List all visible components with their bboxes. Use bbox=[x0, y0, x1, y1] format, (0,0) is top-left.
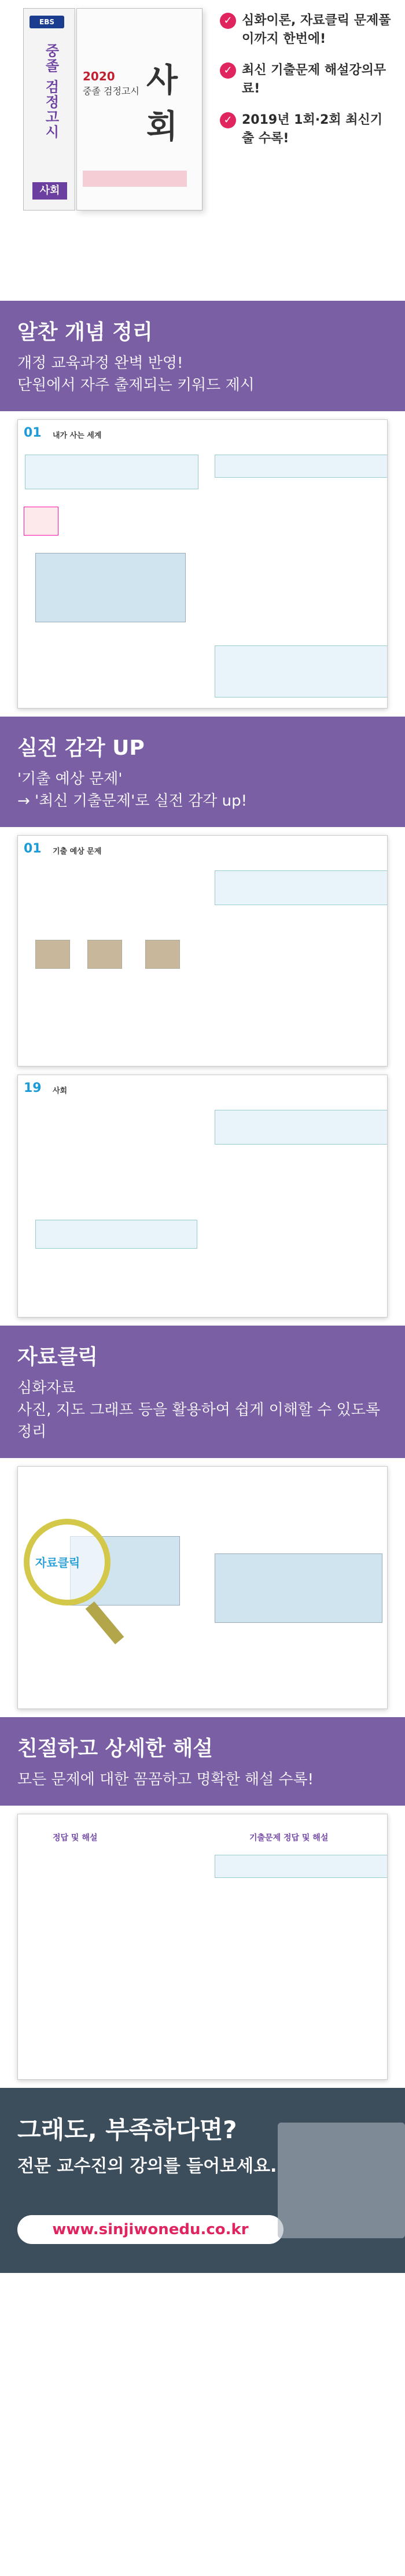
answer-table bbox=[215, 1855, 388, 1878]
website-link[interactable]: www.sinjiwonedu.co.kr bbox=[17, 2215, 284, 2244]
section-subtitle: '기출 예상 문제' bbox=[17, 770, 123, 788]
check-icon: ✓ bbox=[220, 112, 236, 128]
solution-header: 정답 및 해설 bbox=[53, 1833, 98, 1843]
magnifier-label: 자료클릭 bbox=[35, 1556, 80, 1570]
section-subtitle: 심화자료 bbox=[17, 1379, 76, 1397]
page-title: 사회 bbox=[53, 1087, 68, 1095]
section-title: 친절하고 상세한 해설 bbox=[17, 1737, 213, 1761]
artifact-image bbox=[35, 940, 70, 969]
book-spine bbox=[23, 8, 75, 211]
feature-item bbox=[220, 61, 393, 98]
page-number: 19 bbox=[24, 1081, 42, 1095]
question-box bbox=[35, 1220, 197, 1249]
book-front bbox=[76, 8, 203, 211]
feature-item bbox=[220, 12, 393, 49]
concept-box bbox=[25, 455, 198, 489]
section-header-data bbox=[0, 1326, 405, 1458]
laptop-image bbox=[278, 2123, 405, 2238]
footer-cta bbox=[0, 2088, 405, 2273]
keyword-note bbox=[24, 507, 58, 536]
spine-badge: 사회 bbox=[32, 182, 67, 200]
section-header-concept bbox=[0, 301, 405, 411]
hero-section bbox=[0, 0, 405, 301]
section-title: 알찬 개념 정리 bbox=[17, 320, 153, 344]
check-icon: ✓ bbox=[220, 62, 236, 79]
sample-page-exam bbox=[17, 1075, 388, 1317]
feature-text: 심화이론, 자료클릭 문제풀이까지 한번에! bbox=[242, 13, 391, 46]
magnifier-icon bbox=[24, 1519, 111, 1606]
book-subtitle: 중졸 검정고시 bbox=[83, 86, 139, 97]
section-subtitle: 모든 문제에 대한 꼼꼼하고 명확한 해설 수록! bbox=[17, 1771, 314, 1788]
solution-header: 기출문제 정답 및 해설 bbox=[249, 1833, 329, 1843]
footer-subtitle: 전문 교수진의 강의를 들어보세요. bbox=[17, 2156, 277, 2176]
section-subtitle: → '최신 기출문제'로 실전 감각 up! bbox=[17, 792, 248, 810]
feature-text: 2019년 1회·2회 최신기출 수록! bbox=[242, 113, 383, 146]
artifact-image bbox=[145, 940, 180, 969]
cover-ribbon bbox=[83, 171, 187, 187]
page-title: 내가 사는 세계 bbox=[53, 431, 102, 440]
sample-page-practice bbox=[17, 835, 388, 1066]
question-box bbox=[215, 1110, 388, 1145]
map-image bbox=[215, 1553, 382, 1623]
book-year: 2020 bbox=[83, 69, 115, 83]
section-header-solution bbox=[0, 1717, 405, 1806]
spine-title: 중졸 검정고시 bbox=[43, 43, 59, 140]
section-subtitle: 개정 교육과정 완벽 반영! bbox=[17, 355, 183, 372]
sample-page-concept bbox=[17, 419, 388, 708]
sample-page-solution bbox=[17, 1814, 388, 2080]
feature-checklist bbox=[220, 12, 393, 161]
feature-item bbox=[220, 111, 393, 148]
section-header-practice bbox=[0, 717, 405, 827]
page-title: 기출 예상 문제 bbox=[53, 847, 102, 856]
check-icon: ✓ bbox=[220, 13, 236, 29]
book-title: 사회 bbox=[146, 62, 178, 146]
question-box bbox=[215, 870, 388, 905]
section-title: 실전 감각 UP bbox=[17, 736, 145, 760]
feature-text: 최신 기출문제 해설강의무료! bbox=[242, 63, 386, 96]
book-cover bbox=[23, 8, 203, 211]
concept-box bbox=[215, 645, 388, 697]
map-image bbox=[35, 553, 186, 622]
section-subtitle: 단원에서 자주 출제되는 키워드 제시 bbox=[17, 377, 255, 394]
sample-page-data bbox=[17, 1466, 388, 1709]
page-number: 01 bbox=[24, 842, 42, 856]
page-number: 01 bbox=[24, 426, 42, 440]
section-subtitle: 사진, 지도 그래프 등을 활용하여 쉽게 이해할 수 있도록 정리 bbox=[17, 1401, 380, 1441]
footer-question: 그래도, 부족하다면? bbox=[17, 2116, 237, 2144]
ebs-logo: EBS bbox=[30, 16, 64, 28]
artifact-image bbox=[87, 940, 122, 969]
section-title: 자료클릭 bbox=[17, 1345, 98, 1369]
magnifier-handle bbox=[86, 1601, 124, 1644]
concept-box bbox=[215, 455, 388, 478]
